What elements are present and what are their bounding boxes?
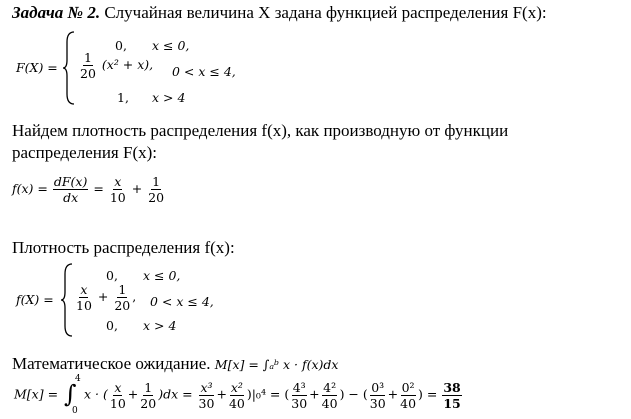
m-frac-h [399, 380, 417, 411]
m-close-dx: )dx = [158, 386, 193, 402]
task-heading [12, 3, 547, 23]
derivative-frac [53, 174, 88, 205]
m-frac-a [109, 380, 127, 411]
m-frac-a-num: x [114, 379, 122, 395]
pdf-case1-value: 0, [106, 268, 118, 283]
pdf-case3-cond: x > 4 [143, 318, 177, 333]
task-title: Задача № 2. [12, 3, 101, 22]
derivative-lhs: f(x) = [12, 181, 48, 196]
m-frac-b-num: 1 [144, 379, 153, 395]
derivative-den: dx [63, 190, 79, 205]
m-lhs: M[x] = [14, 386, 59, 402]
expectation-heading [12, 354, 338, 375]
m-frac-c [198, 380, 216, 411]
derivative-term2-den: 20 [148, 190, 165, 205]
pdf-case2-frac2 [113, 282, 131, 313]
derivative-num: dF(x) [53, 174, 88, 189]
pdf-case1-cond: x ≤ 0, [143, 268, 181, 283]
cdf-case1-cond: x ≤ 0, [152, 38, 190, 53]
m-frac-h-num: 0² [401, 379, 415, 395]
derivative-term2 [147, 174, 165, 205]
cdf-case1-value: 0, [115, 38, 127, 53]
m-frac-e-den: 30 [291, 395, 308, 411]
pdf-lhs: f(X) = [16, 292, 54, 307]
m-plus-3: + [309, 386, 320, 402]
pdf-case2 [74, 282, 136, 313]
m-frac-e [290, 380, 308, 411]
m-frac-a-den: 10 [109, 395, 126, 411]
cdf-case2-expr: (x² + x), [101, 57, 154, 72]
m-frac-d-den: 40 [228, 395, 245, 411]
cdf-case3-cond: x > 4 [152, 90, 186, 105]
m-plus-1: + [127, 386, 139, 402]
m-frac-f [321, 380, 339, 411]
m-result-num: 38 [443, 379, 461, 395]
integral-sign-icon: ∫ [64, 380, 77, 408]
m-frac-g-den: 30 [369, 395, 386, 411]
derivative-term1 [109, 174, 127, 205]
m-frac-c-num: x³ [200, 379, 213, 395]
pdf-case2-den1: 10 [76, 298, 92, 313]
m-frac-f-num: 4² [323, 379, 337, 395]
cdf-case2-cond: 0 < x ≤ 4, [172, 64, 236, 79]
m-result [442, 380, 461, 411]
pdf-case2-num1: x [80, 282, 88, 297]
m-frac-g [369, 380, 387, 411]
m-frac-b [139, 380, 157, 411]
cdf-lhs: F(X) = [16, 60, 58, 75]
cdf-case2 [78, 50, 153, 81]
pdf-case2-num2: 1 [118, 282, 127, 297]
derivative-term1-den: 10 [109, 190, 126, 205]
pdf-case2-cond: 0 < x ≤ 4, [150, 294, 214, 309]
cdf-case2-frac [79, 50, 97, 81]
para-density-intro-line1: Найдем плотность распределения f(x), как производную от функции [12, 121, 509, 140]
cdf-case2-den: 20 [80, 66, 96, 81]
derivative-term2-num: 1 [152, 174, 161, 189]
derivative-plus: + [131, 181, 143, 196]
pdf-case2-frac1 [75, 282, 93, 313]
expectation-formula: M[x] = ∫ₐᵇ x · f(x)dx [214, 357, 339, 372]
m-frac-h-den: 40 [400, 395, 417, 411]
m-frac-d-num: x² [230, 379, 243, 395]
pdf-case3-value: 0, [106, 318, 118, 333]
cdf-case3-value: 1, [117, 90, 129, 105]
para-density-heading: Плотность распределения f(x): [12, 238, 235, 257]
expectation-label: Математическое ожидание. [12, 354, 211, 373]
m-plus-4: + [387, 386, 399, 402]
m-frac-d [228, 380, 246, 411]
m-frac-c-den: 30 [198, 395, 215, 411]
derivative-formula [12, 174, 166, 205]
pdf-case2-den2: 20 [114, 298, 131, 313]
task-statement: Случайная величина X задана функцией распределения F(x): [104, 3, 547, 22]
pdf-case2-comma: , [132, 289, 137, 304]
m-minus: ) − ( [339, 386, 368, 402]
m-close-eq: ) = [418, 386, 438, 402]
cdf-brace [62, 30, 76, 106]
para-density-intro-line2: распределения F(x): [12, 143, 157, 162]
m-frac-g-num: 0³ [371, 379, 385, 395]
m-frac-f-den: 40 [321, 395, 338, 411]
m-result-den: 15 [443, 395, 461, 411]
m-integral [62, 376, 80, 414]
m-eval: )|₀⁴ = ( [246, 386, 290, 402]
m-frac-e-num: 4³ [292, 379, 306, 395]
m-x-dot: x · ( [84, 386, 108, 402]
cdf-case2-num: 1 [83, 50, 92, 65]
pdf-brace [60, 262, 74, 338]
derivative-term1-num: x [114, 174, 122, 189]
m-upper-limit: 4 [75, 374, 81, 384]
derivative-eq: = [93, 181, 104, 196]
pdf-case2-plus: + [97, 289, 109, 304]
expectation-computation [14, 376, 463, 414]
m-lower-limit: 0 [72, 406, 78, 416]
m-plus-2: + [216, 386, 227, 402]
m-frac-b-den: 20 [140, 395, 157, 411]
